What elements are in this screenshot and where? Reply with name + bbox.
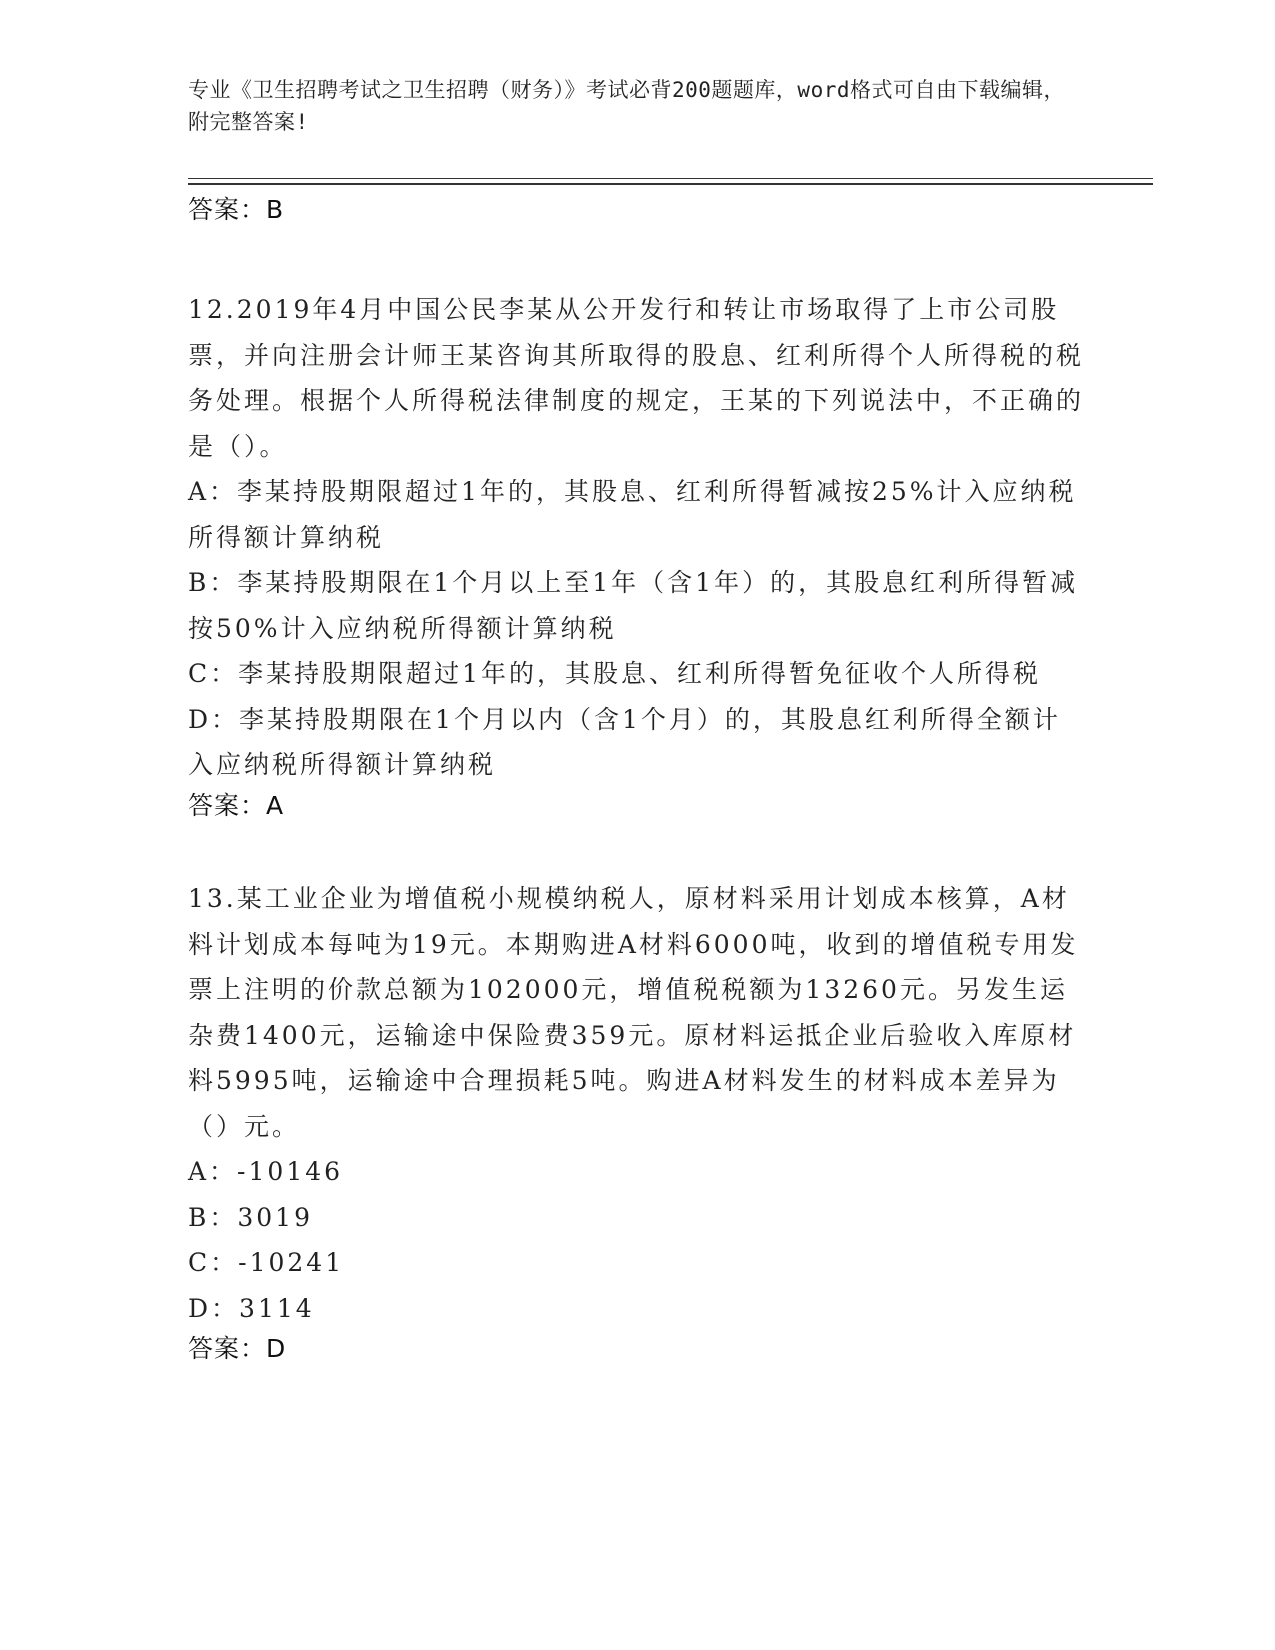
question-answer: 答案：A [188, 790, 285, 820]
question-13 [188, 876, 1088, 1367]
option-a: A：李某持股期限超过1年的，其股息、红利所得暂减按25%计入应纳税所得额计算纳税 [188, 477, 1077, 552]
question-stem: 12.2019年4月中国公民李某从公开发行和转让市场取得了上市公司股票，并向注册会计师王某咨询其所取得的股息、红利所得个人所得税的税务处理。根据个人所得税法律制度的规定，王某的下列说法中，不正确的是（）。 [188, 295, 1085, 461]
option-c: C：-10241 [188, 1248, 345, 1277]
document-header: 专业《卫生招聘考试之卫生招聘（财务）》考试必背200题题库，word格式可自由下载编辑，附完整答案! [188, 78, 1065, 134]
question-12 [188, 287, 1088, 824]
option-c: C：李某持股期限超过1年的，其股息、红利所得暂免征收个人所得税 [188, 659, 1042, 688]
option-d: D：3114 [188, 1293, 315, 1323]
question-answer: 答案：D [188, 1334, 287, 1363]
header-divider-thick [188, 183, 1153, 185]
option-d: D：李某持股期限在1个月以内（含1个月）的，其股息红利所得全额计入应纳税所得额计算纳税 [188, 704, 1061, 779]
option-b: B：李某持股期限在1个月以上至1年（含1年）的，其股息红利所得暂减按50%计入应纳税所得额计算纳税 [188, 568, 1079, 643]
option-a: A：-10146 [188, 1157, 344, 1186]
question-stem: 13.某工业企业为增值税小规模纳税人，原材料采用计划成本核算，A材料计划成本每吨为19元。本期购进A材料6000吨，收到的增值税专用发票上注明的价款总额为102000元，增值税税额为13260元。另发生运杂费1400元，运输途中保险费359元。原材料运抵企业后验收入库原材料5995吨，运输途中合理损耗5吨。购进A材料发生的材料成本差异为（）元。 [188, 884, 1079, 1141]
option-b: B：3019 [188, 1202, 313, 1232]
previous-question-answer: 答案：B [188, 195, 285, 224]
header-divider-thin [188, 178, 1153, 179]
